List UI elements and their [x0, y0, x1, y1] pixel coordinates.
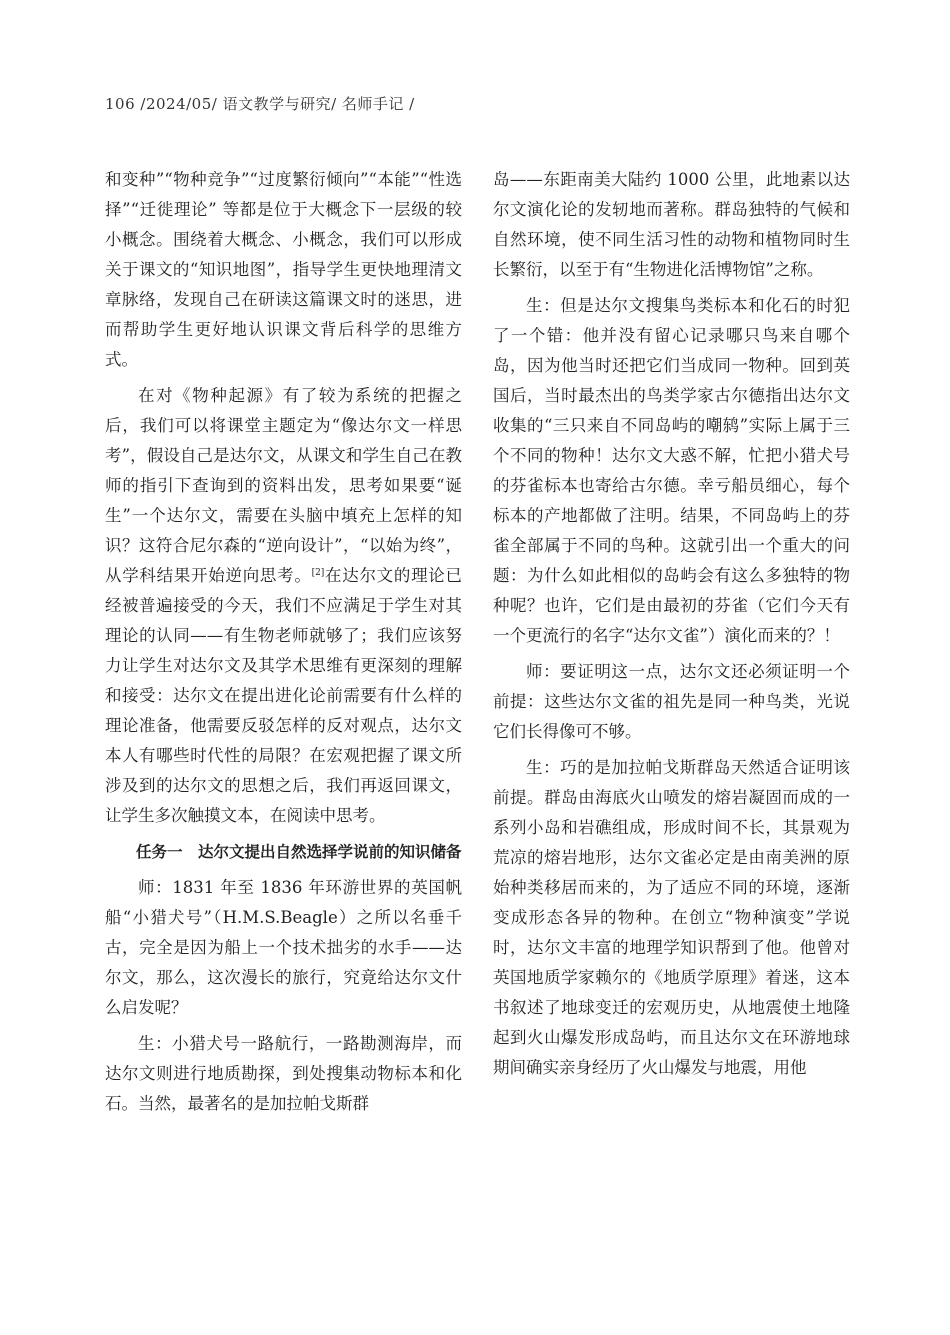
paragraph: 和变种”“物种竞争”“过度繁衍倾向”“本能”“性选择”“迁徙理论” 等都是位于大概念下一层级的较小概念。围绕着大概念、小概念，我们可以形成关于课文的“知识地图”，指导学生更快地理清文章脉络，发现自己在研读这篇课文时的迷思，进而帮助学生更好地认识课文背后科学的思维方式。: [105, 170, 462, 369]
paragraph: 岛——东距南美大陆约 1000 公里，此地素以达尔文演化论的发轫地而著称。群岛独特的气候和自然环境，使不同生活习性的动物和植物同时生长繁衍，以至于有“生物进化活博物馆”之称。: [493, 170, 850, 279]
left-column: [105, 165, 462, 1125]
right-column: [493, 165, 850, 1089]
paragraph: 生：但是达尔文搜集鸟类标本和化石的时犯了一个错：他并没有留心记录哪只鸟来自哪个岛，因为他当时还把它们当成同一物种。回到英国后，当时最杰出的鸟类学家古尔德指出达尔文收集的“三只来自不同岛屿的嘲鸫”实际上属于三个不同的物种！达尔文大惑不解，忙把小猎犬号的芬雀标本也寄给古尔德。幸亏船员细心，每个标本的产地都做了注明。结果，不同岛屿上的芬雀全部属于不同的鸟种。这就引出一个重大的问题：为什么如此相似的岛屿会有这么多独特的物种呢？也许，它们是由最初的芬雀（它们今天有一个更流行的名字“达尔文雀”）演化而来的？！: [493, 296, 850, 645]
paragraph-text: 在达尔文的理论已经被普遍接受的今天，我们不应满足于学生对其理论的认同——有生物老师就够了；我们应该努力让学生对达尔文及其学术思维有更深刻的理解和接受：达尔文在提出进化论前需要有什么样的理论准备，他需要反驳怎样的反对观点，达尔文本人有哪些时代性的局限？在宏观把握了课文所涉及到的达尔文的思想之后，我们再返回课文，让学生多次触摸文本，在阅读中思考。: [105, 566, 463, 825]
paragraph: 师：要证明这一点，达尔文还必须证明一个前提：这些达尔文雀的祖先是同一种鸟类，光说它们长得像可不够。: [493, 662, 850, 741]
citation-marker: [2]: [311, 568, 325, 578]
paragraph: 生：小猎犬号一路航行，一路勘测海岸，而达尔文则进行地质勘探，到处搜集动物标本和化石。当然，最著名的是加拉帕戈斯群: [105, 1034, 462, 1113]
section-heading: 任务一 达尔文提出自然选择学说前的知识储备: [136, 843, 462, 861]
paragraph: 生：巧的是加拉帕戈斯群岛天然适合证明该前提。群岛由海底火山喷发的熔岩凝固而成的一系列小岛和岩礁组成，形成时间不长，其景观为荒凉的熔岩地形，达尔文雀必定是由南美洲的原始种类移居而来的，为了适应不同的环境，逐渐变成形态各异的物种。在创立“物种演变”学说时，达尔文丰富的地理学知识帮到了他。他曾对英国地质学家赖尔的《地质学原理》着迷，这本书叙述了地球变迁的宏观历史，从地震使土地隆起到火山爆发形成岛屿，而且达尔文在环游地球期间确实亲身经历了火山爆发与地震，用他: [493, 758, 850, 1077]
paragraph: [105, 381, 462, 831]
running-header: 106 /2024/05/ 语文教学与研究/ 名师手记 /: [105, 95, 415, 113]
paragraph-text: 在对《物种起源》有了较为系统的把握之后，我们可以将课堂主题定为“像达尔文一样思考”，假设自己是达尔文，从课文和学生自己在教师的指引下查询到的资料出发，思考如果要“诞生”一个达尔文，需要在头脑中填充上怎样的知识？这符合尼尔森的“逆向设计”，“以始为终”，从学科结果开始逆向思考。: [105, 386, 462, 585]
paragraph: 师：1831 年至 1836 年环游世界的英国帆船“小猎犬号”（H.M.S.Beagle）之所以名垂千古，完全是因为船上一个技术拙劣的水手——达尔文，那么，这次漫长的旅行，究竟给达尔文什么启发呢？: [105, 878, 462, 1017]
